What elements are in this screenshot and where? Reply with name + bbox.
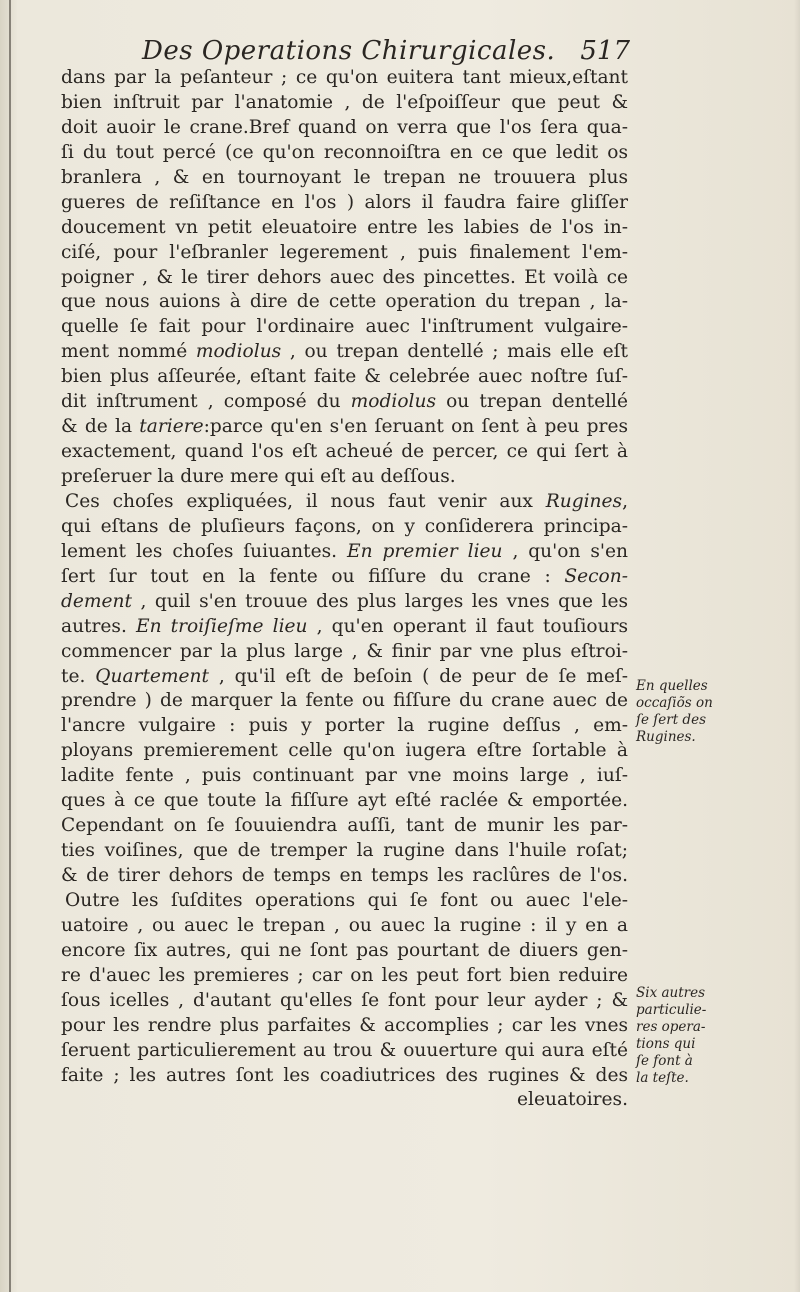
text-line	[61, 216, 628, 241]
text-line	[61, 141, 628, 166]
italic-term: En premier lieu	[347, 540, 503, 562]
margin-note-line: ſe font à	[636, 1053, 693, 1069]
margin-note-line: En quelles	[636, 678, 708, 694]
text-segment: & de tirer dehors de temps en temps les raclûres de l'os.	[61, 865, 628, 886]
text-line	[61, 191, 628, 216]
text-segment: dans par la peſanteur ; ce qu'on euitera tant mieux,eſtant	[61, 67, 628, 88]
running-title: Des Operations Chirurgicales.	[142, 36, 556, 66]
text-segment: branlera , & en tournoyant le trepan ne trouuera plus	[61, 166, 628, 188]
text-line	[61, 714, 628, 739]
text-segment: te.	[61, 665, 96, 687]
text-line	[61, 640, 628, 665]
text-segment: doucement vn petit eleuatoire entre les labies de l'os in-	[61, 216, 628, 238]
text-line	[61, 889, 628, 914]
text-segment: doit auoir le crane.Bref quand on verra que l'os ſera qua-	[61, 116, 628, 138]
text-segment: , qu'on s'en	[502, 540, 628, 562]
text-segment: , qu'en operant il faut touſiours	[307, 615, 628, 637]
text-line	[61, 515, 628, 540]
text-segment: Ces choſes expliquées, il nous faut venir aux	[65, 490, 546, 512]
margin-note-rugines	[636, 678, 766, 746]
text-line	[61, 390, 628, 415]
italic-term: dement	[61, 590, 132, 612]
text-segment: , quil s'en trouue des plus larges les vnes que les	[132, 590, 628, 612]
text-segment: lement les choſes ſuiuantes.	[61, 540, 347, 562]
text-segment: poigner , & le tirer dehors auec des pincettes. Et voilà ce	[61, 266, 628, 288]
gutter-edge	[9, 0, 11, 1292]
text-line	[61, 565, 628, 590]
text-segment: ployans premierement celle qu'on iugera eſtre ſortable à	[61, 740, 628, 762]
margin-note-line: tions qui	[636, 1036, 696, 1052]
text-segment: , qu'il eſt de beſoin ( de peur de ſe meſ-	[209, 665, 628, 687]
text-segment: ques à ce que toute la fiſſure ayt eſté raclée & emportée.	[61, 790, 628, 812]
text-segment: ciſé, pour l'eſbranler legerement , puis finalement l'em-	[61, 241, 628, 263]
text-segment: gueres de reſiſtance en l'os ) alors il faudra faire gliſſer	[61, 191, 628, 213]
text-line	[61, 465, 628, 490]
text-line	[61, 1039, 628, 1064]
page-shadow	[794, 0, 800, 1292]
text-segment: commencer par la plus large , & finir par vne plus eſtroi-	[61, 640, 628, 662]
text-segment: quelle ſe fait pour l'ordinaire auec l'inſtrument vulgaire-	[61, 316, 628, 338]
text-line	[61, 689, 628, 714]
text-line	[61, 266, 628, 291]
text-line	[61, 166, 628, 191]
text-line	[61, 440, 628, 465]
text-line	[61, 116, 628, 141]
margin-note-line: occaſiõs on	[636, 695, 713, 711]
text-line	[61, 1014, 628, 1039]
text-segment: bien plus aſſeurée, eſtant faite & celebrée auec noſtre ſuſ-	[61, 366, 628, 388]
text-line	[61, 739, 628, 764]
text-segment: pour les rendre plus parfaites & accomplies ; car les vnes	[61, 1014, 628, 1036]
text-segment: ſous icelles , d'autant qu'elles ſe font pour leur ayder ; &	[61, 989, 628, 1011]
text-line	[61, 1064, 628, 1089]
text-segment: autres.	[61, 615, 136, 637]
text-line	[61, 241, 628, 266]
italic-term: Rugines	[545, 490, 623, 512]
text-line	[61, 365, 628, 390]
margin-note-six-operations	[636, 985, 766, 1087]
text-line	[61, 864, 628, 889]
text-segment: prendre ) de marquer la fente ou fiſſure du crane auec de	[61, 690, 628, 712]
italic-term: En troiſieſme lieu	[136, 615, 308, 637]
italic-term: tariere	[139, 416, 204, 438]
text-line	[61, 764, 628, 789]
text-line	[61, 964, 628, 989]
text-segment: uatoire , ou auec le trepan , ou auec la rugine : il y en a	[61, 914, 628, 936]
text-segment: , ou trepan dentellé ; mais elle eſt	[281, 341, 628, 363]
text-segment: ladite fente , puis continuant par vne moins large , iuſ-	[61, 765, 628, 787]
page-number: 517	[580, 36, 630, 66]
italic-term: Quartement	[95, 665, 210, 687]
text-segment: l'ancre vulgaire : puis y porter la rugine deſſus , em-	[61, 715, 628, 737]
text-segment: que nous auions à dire de cette operation du trepan , la-	[61, 291, 628, 313]
text-segment: ,	[622, 490, 628, 512]
text-segment: eleuatoires.	[517, 1089, 628, 1111]
italic-term: Secon-	[564, 565, 628, 587]
text-line	[61, 340, 628, 365]
text-segment: Cependant on ſe ſouuiendra auſſi, tant de munir les par-	[61, 815, 628, 837]
text-segment: preſeruer la dure mere qui eſt au deſſous.	[61, 466, 456, 487]
text-line	[61, 814, 628, 839]
text-line	[61, 590, 628, 615]
text-line	[61, 914, 628, 939]
text-line	[61, 91, 628, 116]
text-line	[61, 1088, 628, 1113]
text-segment: ſeruent particulierement au trou & ouuerture qui aura eſté	[61, 1039, 628, 1061]
text-line	[61, 615, 628, 640]
text-segment: & de la	[61, 416, 140, 438]
text-segment: encore ſix autres, qui ne ſont pas pourtant de diuers gen-	[61, 939, 628, 961]
margin-note-line: ſe ſert des	[636, 712, 706, 728]
text-segment: exactement, quand l'os eſt acheué de percer, ce qui ſert à	[61, 441, 628, 463]
text-line	[61, 490, 628, 515]
italic-term: modiolus	[195, 341, 282, 363]
margin-note-line: res opera-	[636, 1019, 706, 1035]
text-line	[61, 66, 628, 91]
margin-note-line: la teſte.	[636, 1070, 689, 1086]
text-segment: Outre les ſuſdites operations qui ſe font ou auec l'ele-	[65, 889, 628, 911]
text-line	[61, 789, 628, 814]
text-segment: ment nommé	[61, 341, 196, 363]
text-line	[61, 989, 628, 1014]
margin-note-line: particulie-	[636, 1002, 707, 1018]
body-text	[61, 66, 628, 1113]
text-line	[61, 290, 628, 315]
text-segment: qui eſtans de pluſieurs façons, on y conſiderera principa-	[61, 515, 628, 537]
text-line	[61, 839, 628, 864]
italic-term: modiolus	[350, 391, 436, 413]
text-segment: ſert ſur tout en la fente ou fiſſure du crane :	[61, 565, 565, 587]
text-segment: :parce qu'en s'en ſeruant on ſent à peu pres	[203, 416, 628, 438]
text-line	[61, 315, 628, 340]
text-segment: ties voiſines, que de tremper la rugine dans l'huile roſat;	[61, 840, 628, 862]
text-line	[61, 939, 628, 964]
text-segment: ſi du tout percé (ce qu'on reconnoiſtra en ce que ledit os	[61, 141, 628, 163]
text-segment: ou trepan dentellé	[436, 391, 629, 413]
text-line	[61, 415, 628, 440]
margin-note-line: Six autres	[636, 985, 706, 1001]
text-segment: faite ; les autres ſont les coadiutrices des rugines & des	[61, 1064, 628, 1086]
running-head	[60, 22, 630, 70]
margin-note-line: Rugines.	[636, 729, 696, 745]
text-segment: dit inſtrument , composé du	[61, 391, 351, 413]
text-segment: bien inſtruit par l'anatomie , de l'eſpoiſſeur que peut &	[61, 91, 628, 113]
text-line	[61, 540, 628, 565]
text-segment: re d'auec les premieres ; car on les peut fort bien reduire	[61, 964, 628, 986]
text-line	[61, 665, 628, 690]
